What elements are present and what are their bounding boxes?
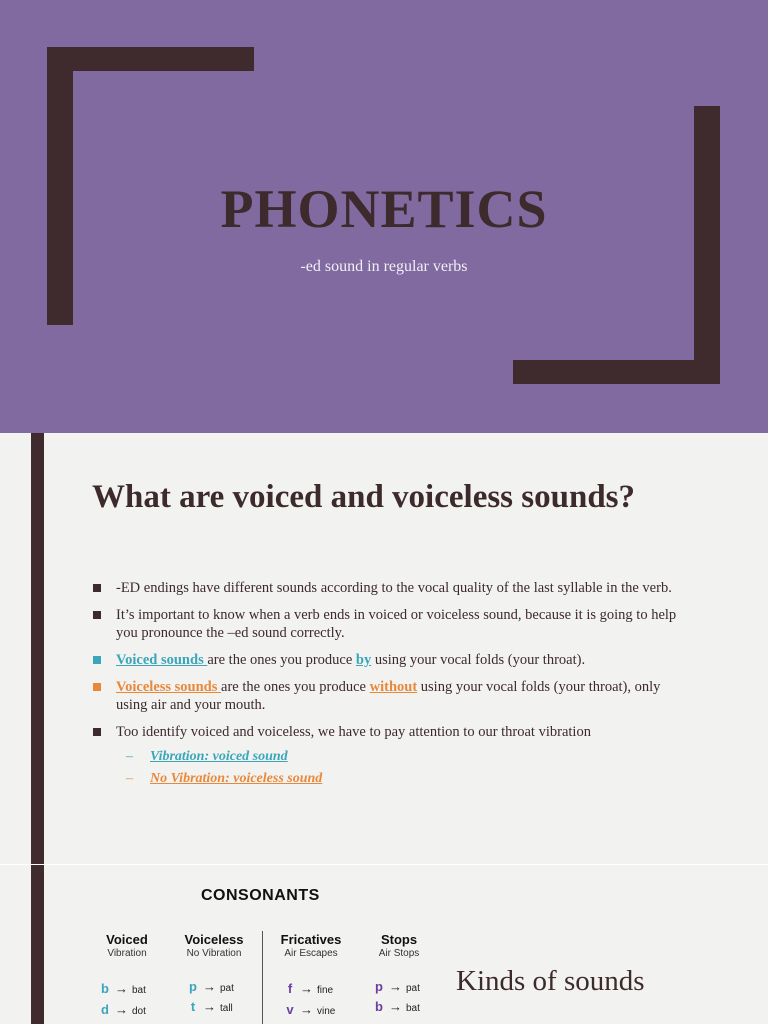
bullet-text: are the ones you produce — [221, 679, 370, 695]
slide-title: PHONETICS — [220, 179, 548, 239]
slide-heading: What are voiced and voiceless sounds? — [92, 479, 636, 515]
consonant-letter: v — [286, 1002, 294, 1017]
column-heading: Fricatives — [280, 932, 342, 947]
dash-icon: – — [126, 749, 133, 764]
bullet-ed-endings — [92, 579, 692, 597]
bullet-text: It’s important to know when a verb ends in voiced or voiceless sound, because it is going to help you pronounce the –ed sound correctly. — [116, 607, 677, 641]
keyword-without: without — [369, 679, 418, 695]
column-fricatives — [272, 932, 350, 961]
consonant-pair — [99, 980, 146, 998]
bullet-voiced-definition — [92, 651, 692, 669]
consonant-pair — [187, 978, 234, 996]
column-heading: Voiced — [106, 932, 148, 947]
example-word: vine — [317, 1006, 336, 1017]
dash-icon: – — [126, 771, 133, 786]
column-stops — [367, 932, 431, 961]
bullet-square-icon — [93, 584, 101, 592]
consonant-letter: d — [101, 1002, 109, 1017]
sub-bullet-no-vibration — [116, 768, 692, 790]
consonant-pair — [99, 1001, 146, 1019]
arrow-icon: → — [115, 981, 128, 996]
sub-bullet-vibration — [116, 746, 692, 768]
example-word: pat — [406, 983, 420, 994]
kinds-of-sounds-title: Kinds of sounds — [456, 965, 645, 997]
consonant-pair — [187, 998, 233, 1016]
bullet-text: using your vocal folds (your throat). — [371, 652, 586, 668]
voiceless-sounds-term: Voiceless sounds — [116, 679, 222, 695]
bullet-text: -ED endings have different sounds according to the vocal quality of the last syllable in the verb. — [116, 580, 672, 596]
example-word: dot — [132, 1006, 146, 1017]
slide-side-bar — [31, 433, 44, 865]
title-slide — [0, 0, 768, 433]
consonant-letter: b — [101, 981, 109, 996]
sub-bullet-list — [116, 746, 692, 790]
bullet-text: using your vocal folds (your throat), only using air and your mouth. — [116, 679, 661, 713]
kinds-of-sounds-slide — [0, 865, 768, 1024]
consonant-pair — [373, 978, 420, 996]
corner-bracket-bottom-right — [513, 360, 720, 384]
bullet-square-icon — [93, 611, 101, 619]
consonant-letter: b — [375, 999, 383, 1014]
bullet-square-icon — [93, 683, 101, 691]
example-word: bat — [406, 1003, 420, 1014]
voiced-sounds-term: Voiced sounds — [116, 652, 208, 668]
bullet-text: Too identify voiced and voiceless, we have to pay attention to our throat vibration — [116, 724, 591, 740]
consonant-pair — [373, 998, 420, 1016]
voiced-voiceless-slide — [0, 433, 768, 865]
arrow-icon: → — [389, 979, 402, 994]
arrow-icon: → — [203, 999, 216, 1014]
corner-bracket-top-left — [47, 47, 254, 71]
bullet-text: are the ones you produce — [207, 652, 356, 668]
column-heading: Voiceless — [184, 932, 244, 947]
arrow-icon: → — [115, 1002, 128, 1017]
consonant-letter: t — [190, 999, 196, 1014]
sub-bullet-text: No Vibration: voiceless sound — [150, 771, 323, 786]
column-subheading: Air Stops — [378, 948, 420, 959]
bullet-importance — [92, 606, 692, 642]
arrow-icon: → — [300, 1002, 313, 1017]
consonant-pair — [284, 980, 333, 998]
corner-bracket-bottom-right-vertical — [694, 106, 720, 384]
column-subheading: Vibration — [107, 948, 147, 959]
bullet-list — [92, 579, 692, 799]
consonant-letter: f — [287, 981, 293, 996]
bullet-square-icon — [93, 656, 101, 664]
bullet-square-icon — [93, 728, 101, 736]
example-word: tall — [220, 1003, 233, 1014]
example-word: fine — [317, 985, 334, 996]
example-word: bat — [132, 985, 146, 996]
bullet-identify — [92, 723, 692, 790]
consonant-pair — [284, 1001, 335, 1019]
keyword-by: by — [355, 652, 372, 668]
slide-subtitle: -ed sound in regular verbs — [300, 258, 468, 275]
slide-side-bar — [31, 865, 44, 1024]
consonant-letter: p — [375, 979, 383, 994]
bullet-voiceless-definition — [92, 678, 692, 714]
column-heading: Stops — [380, 932, 418, 947]
column-subheading: Air Escapes — [284, 948, 338, 959]
column-subheading: No Vibration — [186, 948, 242, 959]
consonant-letter: p — [189, 979, 197, 994]
arrow-icon: → — [389, 999, 402, 1014]
consonants-title: CONSONANTS — [201, 887, 320, 904]
column-separator — [262, 931, 263, 1024]
example-word: pat — [220, 983, 234, 994]
arrow-icon: → — [300, 981, 313, 996]
arrow-icon: → — [203, 979, 216, 994]
column-voiceless — [178, 932, 250, 961]
sub-bullet-text: Vibration: voiced sound — [150, 749, 288, 764]
column-voiced — [92, 932, 162, 961]
